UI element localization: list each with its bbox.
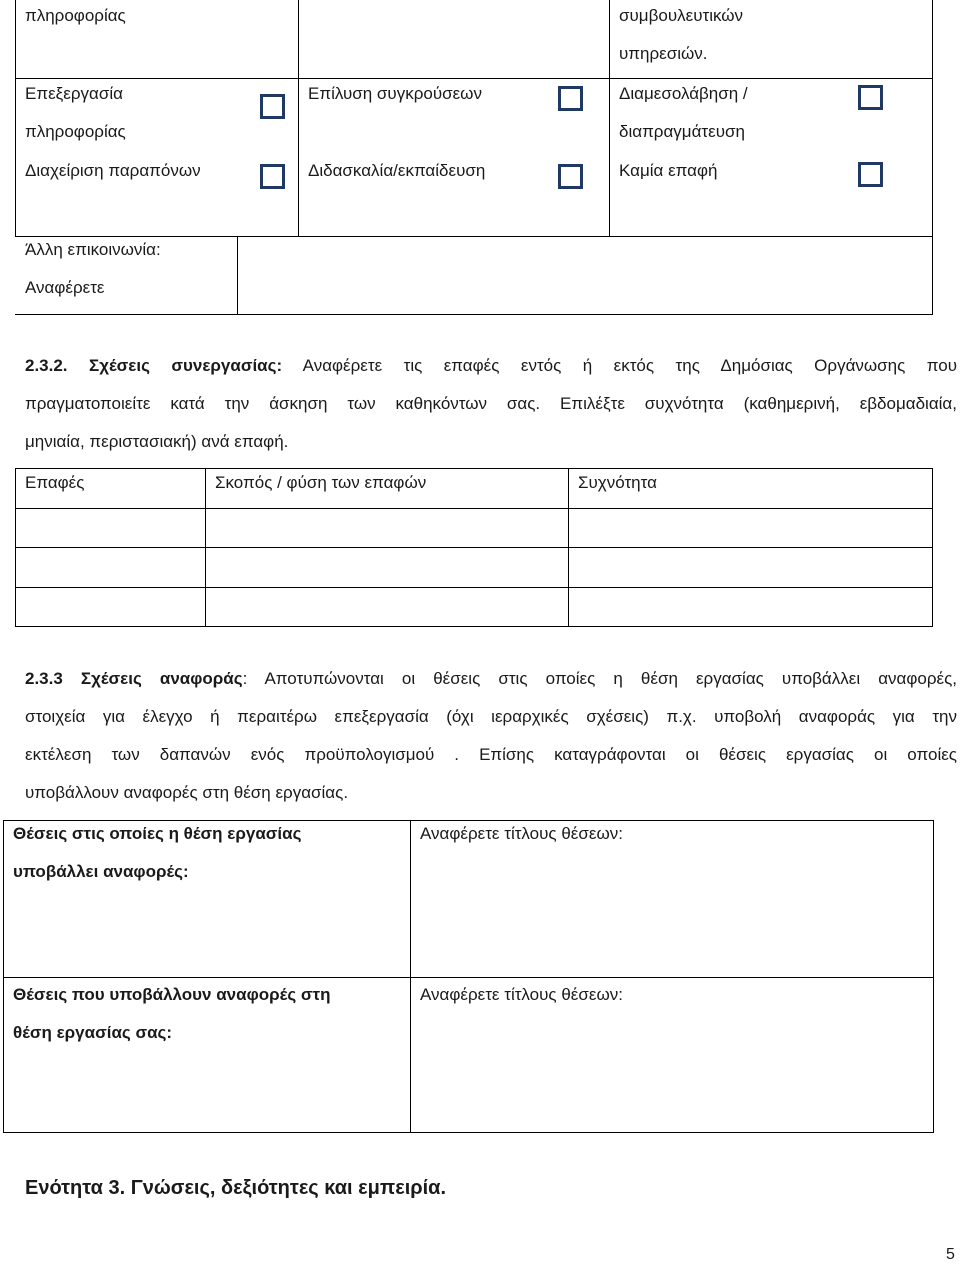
collab-header-contacts: Επαφές <box>25 473 85 492</box>
checkbox-mediation-negotiation[interactable] <box>858 85 883 110</box>
section-232-line3: μηνιαία, περιστασιακή) ανά επαφή. <box>25 432 289 451</box>
contact-row3-col3: Καμία επαφή <box>619 161 718 180</box>
collab-row2-frequency-cell[interactable] <box>569 548 932 587</box>
checkbox-information-processing[interactable] <box>260 94 285 119</box>
reporting-row2-value[interactable]: Αναφέρετε τίτλους θέσεων: <box>420 985 623 1004</box>
checkbox-complaint-handling[interactable] <box>260 164 285 189</box>
section-233-line1: : Αποτυπώνονται οι θέσεις στις οποίες η θέση εργασίας υποβάλλει αναφορές, <box>242 669 957 688</box>
section-232-line2: πραγματοποιείτε κατά την άσκηση των καθηκόντων σας. Επιλέξτε συχνότητα (καθημερινή, εβδομαδιαία, <box>25 394 957 413</box>
collab-row3-contact-cell[interactable] <box>16 588 205 626</box>
collab-row2-purpose-cell[interactable] <box>206 548 568 587</box>
page-number: 5 <box>946 1246 955 1263</box>
contact-row1-col3-line2: υπηρεσιών. <box>619 44 708 63</box>
other-contact-label-line2: Αναφέρετε <box>25 278 105 297</box>
reporting-row2-label-line1: Θέσεις που υποβάλλουν αναφορές στη <box>13 985 331 1004</box>
reporting-row1-value[interactable]: Αναφέρετε τίτλους θέσεων: <box>420 824 623 843</box>
contact-row2-col3-line2: διαπραγμάτευση <box>619 122 745 141</box>
other-contact-label-line1: Άλλη επικοινωνία: <box>25 240 161 259</box>
section-233-line3: εκτέλεση των δαπανών ενός προϋπολογισμού . Επίσης καταγράφονται οι θέσεις εργασίας οι οποίες <box>25 745 957 764</box>
section-233-line4: υποβάλλουν αναφορές στη θέση εργασίας. <box>25 783 349 802</box>
collab-row1-purpose-cell[interactable] <box>206 509 568 547</box>
section-232-paragraph <box>25 347 957 461</box>
checkbox-teaching-training[interactable] <box>558 164 583 189</box>
contact-row1-col3-line1: συμβουλευτικών <box>619 6 744 25</box>
reporting-row1-label-line2: υποβάλλει αναφορές: <box>13 862 189 881</box>
section-233-paragraph <box>25 660 957 812</box>
contact-row1-col1-line1: πληροφορίας <box>25 6 126 25</box>
section-232-number: 2.3.2. <box>25 356 68 375</box>
collab-row1-frequency-cell[interactable] <box>569 509 932 547</box>
collab-row2-contact-cell[interactable] <box>16 548 205 587</box>
contact-row2-col3-line1: Διαμεσολάβηση / <box>619 84 748 103</box>
section-232-title: Σχέσεις συνεργασίας: <box>89 356 283 375</box>
contact-row3-col1: Διαχείριση παραπόνων <box>25 161 201 180</box>
reporting-row2-label-line2: θέση εργασίας σας: <box>13 1023 173 1042</box>
section-232-line1: Αναφέρετε τις επαφές εντός ή εκτός της Δημόσιας Οργάνωσης που <box>302 356 957 375</box>
checkbox-no-contact[interactable] <box>858 162 883 187</box>
other-contact-field[interactable] <box>238 237 932 314</box>
contact-row2-col1-line2: πληροφορίας <box>25 122 126 141</box>
collab-row3-purpose-cell[interactable] <box>206 588 568 626</box>
checkbox-conflict-resolution[interactable] <box>558 86 583 111</box>
reporting-row1-label-line1: Θέσεις στις οποίες η θέση εργασίας <box>13 824 302 843</box>
collab-row1-contact-cell[interactable] <box>16 509 205 547</box>
contact-row3-col2: Διδασκαλία/εκπαίδευση <box>308 161 486 180</box>
collab-row3-frequency-cell[interactable] <box>569 588 932 626</box>
contact-row2-col1-line1: Επεξεργασία <box>25 84 123 103</box>
section-233-title: Σχέσεις αναφοράς <box>80 669 243 688</box>
section-233-number: 2.3.3 <box>25 669 63 688</box>
collab-header-purpose: Σκοπός / φύση των επαφών <box>215 473 427 492</box>
collab-header-frequency: Συχνότητα <box>578 473 657 492</box>
contact-row2-col2: Επίλυση συγκρούσεων <box>308 84 482 103</box>
section-3-heading: Ενότητα 3. Γνώσεις, δεξιότητες και εμπειρία. <box>25 1177 447 1199</box>
section-233-line2: στοιχεία για έλεγχο ή περαιτέρω επεξεργασία (όχι ιεραρχικές σχέσεις) π.χ. υποβολή αναφοράς για την <box>25 707 957 726</box>
